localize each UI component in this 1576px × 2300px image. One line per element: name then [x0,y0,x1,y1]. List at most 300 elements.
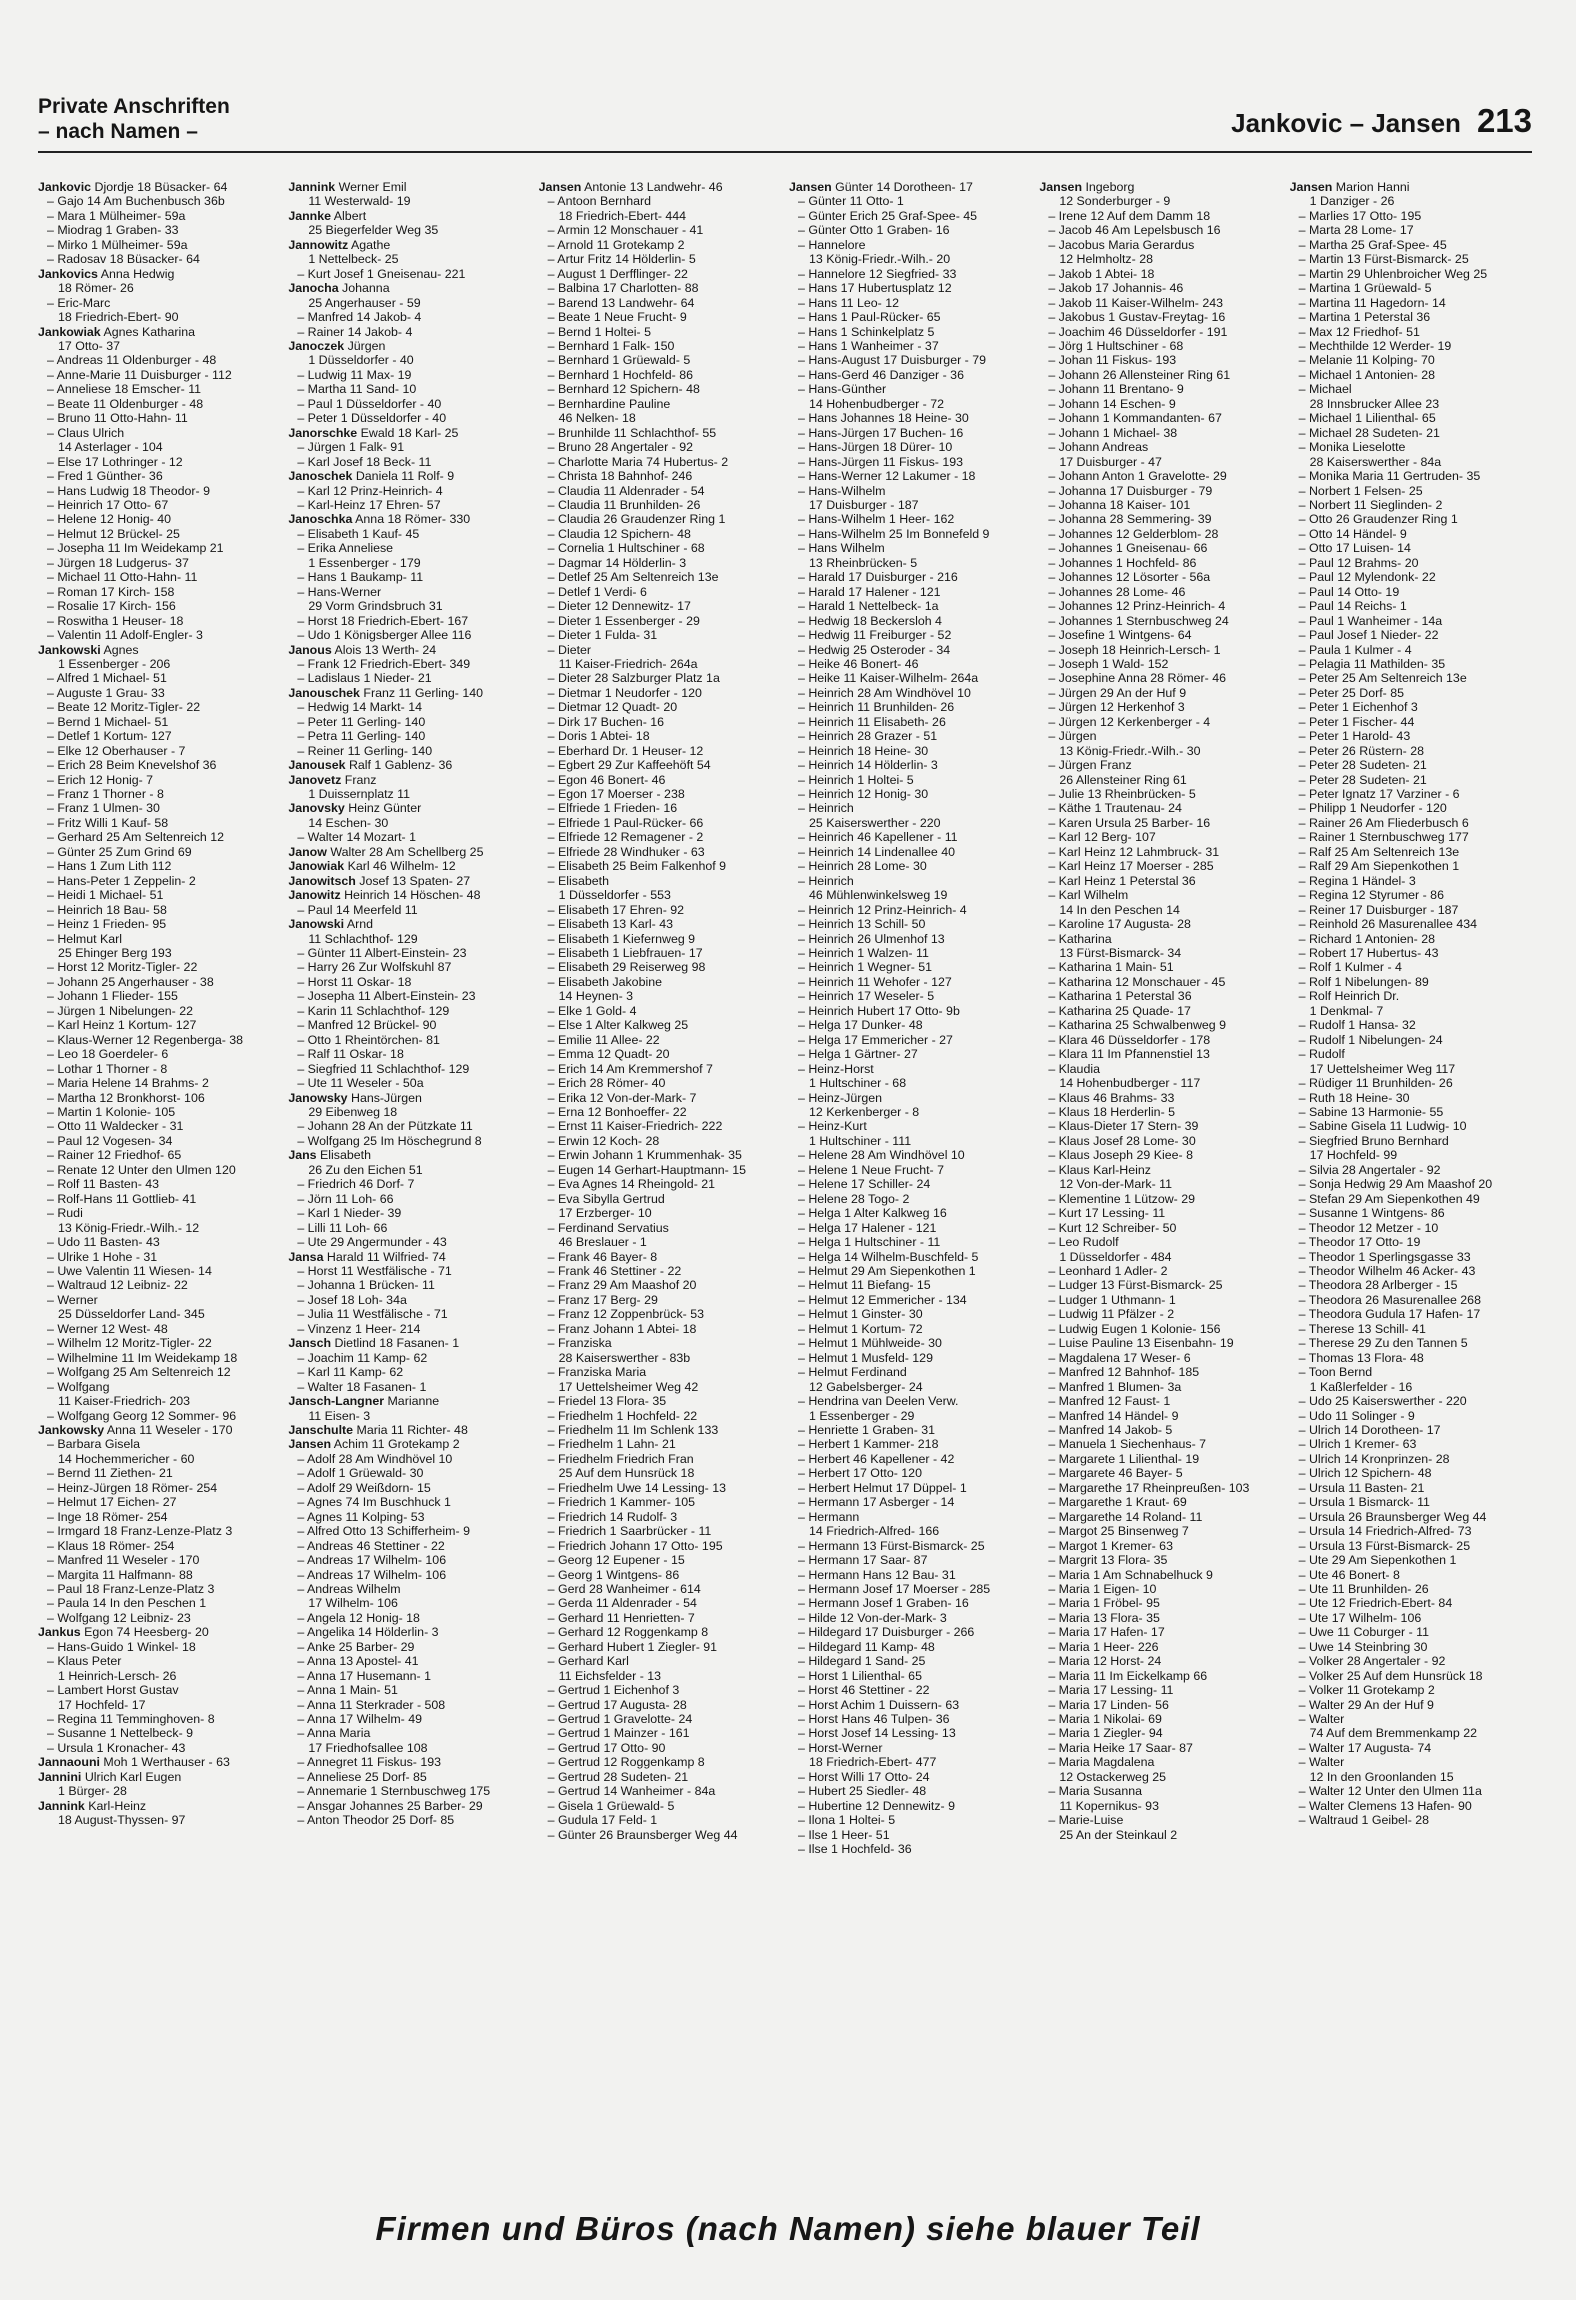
surname: Janow [288,844,327,859]
given-name-entry: – Jürgen 12 Kerkenberger - 4 [1048,714,1211,729]
surname-entry: Janowiak Karl 46 Wilhelm- 12 [288,859,456,874]
given-name-entry: – Andreas Wilhelm [297,1581,401,1596]
given-name-entry: – Peter 25 Am Seltenreich 13e [1298,671,1467,686]
given-name-entry: – Heinz-Jürgen 18 Römer- 254 [47,1480,218,1495]
surname: Janous [288,642,332,657]
surname-entry: Jankowski Agnes [38,642,139,657]
given-name-entry: – Hermann Josef 1 Graben- 16 [797,1596,969,1611]
directory-column [539,180,781,2173]
given-name-entry: – Bernhard 1 Grüewald- 5 [547,353,691,368]
address-continuation: 1 Düsseldorfer - 553 [558,888,671,903]
given-name-entry: – Käthe 1 Trautenau- 24 [1048,801,1182,816]
address-continuation: 18 Friedrich-Ebert- 444 [558,208,687,223]
given-name-entry: – Charlotte Maria 74 Hubertus- 2 [547,454,729,469]
given-name-entry: – Regina 11 Temminghoven- 8 [47,1712,215,1727]
given-name-entry: – Heinrich 11 Wehofer - 127 [797,974,952,989]
given-name-entry: – Franziska Maria [547,1365,647,1380]
address-continuation: 1 Essenberger - 179 [308,555,421,570]
given-name-entry: – Anna Maria [297,1726,371,1741]
given-name-entry: – Michael 1 Antonien- 28 [1298,367,1436,382]
address-continuation: 13 Fürst-Bismarck- 34 [1059,946,1182,961]
surname: Jansch-Langner [288,1394,385,1409]
given-name-entry: – Leonhard 1 Adler- 2 [1048,1263,1168,1278]
address-continuation: 25 An der Steinkaul 2 [1059,1827,1178,1842]
given-name-entry: – Heidi 1 Michael- 51 [47,888,164,903]
given-name-entry: – Norbert 1 Felsen- 25 [1298,483,1423,498]
address-continuation: 46 Breslauer - 1 [558,1235,647,1250]
address-continuation: 13 König-Friedr.-Wilh.- 30 [1059,743,1201,758]
given-name-entry: – Ilse 1 Heer- 51 [797,1827,890,1842]
surname-entry: Janowitsch Josef 13 Spaten- 27 [288,873,471,888]
given-name-entry: – Johann 26 Allensteiner Ring 61 [1048,367,1231,382]
given-name-entry: – Friedhelm 1 Lahn- 21 [547,1437,676,1452]
given-name-entry: – Reinhold 26 Masurenallee 434 [1298,917,1478,932]
given-name-entry: – Paul 1 Düsseldorfer - 40 [297,396,442,411]
address-continuation: 17 Friedhofsallee 108 [308,1740,428,1755]
given-name-entry: – Michael [1298,382,1352,397]
given-name-entry: – Annegret 11 Fiskus- 193 [297,1755,442,1770]
surname-entry: Jannke Albert [288,208,367,223]
given-name-entry: – Josepha 11 Im Weidekamp 21 [47,541,224,556]
given-name-entry: – Hans-August 17 Duisburger - 79 [797,353,987,368]
given-name-entry: – Theodor 1 Sperlingsgasse 33 [1298,1249,1471,1264]
given-name-entry: – Theodor Wilhelm 46 Acker- 43 [1298,1263,1476,1278]
given-name-entry: – Horst Hans 46 Tulpen- 36 [797,1712,950,1727]
given-name-entry: – Sonja Hedwig 29 Am Maashof 20 [1298,1177,1493,1192]
given-name-entry: – Helene 28 Togo- 2 [797,1191,910,1206]
given-name-entry: – Frank 46 Stettiner - 22 [547,1263,682,1278]
given-name-entry: – Helmut 17 Eichen- 27 [47,1495,177,1510]
given-name-entry: – Therese 13 Schill- 41 [1298,1321,1426,1336]
given-name-entry: – Hubertine 12 Dennewitz- 9 [797,1798,956,1813]
given-name-entry: – Elfriede 1 Frieden- 16 [547,801,678,816]
given-name-entry: – Johann 1 Flieder- 155 [47,989,178,1004]
address-continuation: 13 König-Friedr.-Wilh.- 12 [58,1220,200,1235]
given-name-entry: – Harald 17 Duisburger - 216 [797,570,958,585]
given-name-entry: – Emilie 11 Allee- 22 [547,1032,660,1047]
given-name-entry: – Gerhard 11 Henriettеn- 7 [547,1610,695,1625]
given-name-entry: – Detlef 1 Verdi- 6 [547,584,647,599]
given-name-entry: – Maria 1 Am Schnabelhuck 9 [1048,1567,1213,1582]
address-continuation: 14 Asterlager - 104 [58,440,163,455]
given-name-entry: – Emma 12 Quadt- 20 [547,1047,670,1062]
given-name-entry: – Irmgard 18 Franz-Lenze-Platz 3 [47,1524,233,1539]
given-name-entry: – Heinrich 18 Heine- 30 [797,743,929,758]
given-name-entry: – Karl Heinz 1 Peterstal 36 [1048,873,1196,888]
surname: Jansen [1289,180,1333,194]
address-continuation: 26 Zu den Eichen 51 [308,1162,423,1177]
address-continuation: 12 Helmholtz- 28 [1059,252,1153,267]
given-name-entry: – Walter 18 Fasanen- 1 [297,1379,427,1394]
address-continuation: 17 Uettelsheimer Weg 117 [1309,1061,1456,1076]
given-name-entry: – Ursula 1 Bismarck- 11 [1298,1495,1430,1510]
given-name-entry: – Cornelia 1 Hultschiner - 68 [547,541,705,556]
surname: Janowitz [288,888,341,903]
given-name-entry: – Elke 12 Oberhauser - 7 [47,743,186,758]
address-continuation: 18 August-Thyssen- 97 [58,1813,186,1828]
given-name-entry: – Hans-Wilhelm 1 Heer- 162 [797,512,955,527]
given-name-entry: – Klaus Peter [47,1654,122,1669]
given-name-entry: – Martina 11 Hagedorn- 14 [1298,295,1446,310]
given-name-entry: – Horst Achim 1 Duissern- 63 [797,1697,960,1712]
surname-entry: Jansen Günter 14 Dorotheen- 17 [788,180,973,194]
given-name-entry: – Philipp 1 Neudorfer - 120 [1298,801,1447,816]
page-number: 213 [1476,102,1532,139]
given-name-entry: – Valentin 11 Adolf-Engler- 3 [47,628,203,643]
given-name-entry: – Jürgen 12 Herkenhof 3 [1048,700,1185,715]
given-name-entry: – Anton Theodor 25 Dorf- 85 [297,1813,455,1828]
section-subtitle: – nach Namen – [38,120,198,143]
given-name-entry: – Johannes 1 Hochfeld- 86 [1048,555,1197,570]
given-name-entry: – Helga 17 Halener - 121 [797,1220,937,1235]
given-name-entry: – Antoon Bernhard [547,194,651,209]
given-name-entry: – Ludwig 11 Max- 19 [297,367,412,382]
given-name-entry: – Hilde 12 Von-der-Mark- 3 [797,1610,947,1625]
given-name-entry: – Heinrich 17 Otto- 67 [47,497,169,512]
given-name-entry: – Friedrich 1 Kammer- 105 [547,1495,696,1510]
surname: Jankovics [38,266,98,281]
surname-entry: Jansen Antonie 13 Landwehr- 46 [538,180,723,194]
given-name-entry: – Maria 12 Horst- 24 [1048,1654,1162,1669]
given-name-entry: – Hermann [797,1509,860,1524]
given-name-entry: – Anneliese 25 Dorf- 85 [297,1769,427,1784]
given-name-entry: – Ralf 11 Oskar- 18 [297,1047,404,1062]
given-name-entry: – Hans-Wilhelm 25 Im Bonnefeld 9 [797,526,990,541]
given-name-entry: – Klaus 46 Brahms- 33 [1048,1090,1175,1105]
address-continuation: 1 Düsseldorfer - 484 [1059,1249,1172,1264]
given-name-entry: – Rolf 11 Basten- 43 [47,1177,160,1192]
given-name-entry: – Martina 1 Peterstal 36 [1298,310,1431,325]
surname-entry: Janschulte Maria 11 Richter- 48 [288,1422,468,1437]
given-name-entry: – Ludger 13 Fürst-Bismarck- 25 [1048,1278,1223,1293]
given-name-entry: – Jürgen 1 Falk- 91 [297,440,405,455]
given-name-entry: – Klementine 1 Lützow- 29 [1048,1191,1196,1206]
given-name-entry: – Johanna 18 Kaiser- 101 [1048,497,1191,512]
given-name-entry: – Kurt Josef 1 Gneisenau- 221 [297,266,466,281]
given-name-entry: – Hans-Jürgen 18 Dürer- 10 [797,440,953,455]
given-name-entry: – Heinrich 13 Schill- 50 [797,917,926,932]
given-name-entry: – Helga 1 Hultschiner - 11 [797,1235,941,1250]
given-name-entry: – Sabine 13 Harmonie- 55 [1298,1105,1444,1119]
surname: Jannink [38,1798,85,1813]
given-name-entry: – Karl Heinz 12 Lahmbruck- 31 [1048,844,1220,859]
given-name-entry: – Helene 28 Am Windhövel 10 [797,1148,965,1163]
given-name-entry: – Jürgen 29 An der Huf 9 [1048,685,1187,700]
given-name-entry: – Gertrud 1 Eichenhof 3 [547,1683,680,1698]
address-continuation: 17 Otto- 37 [58,338,120,353]
given-name-entry: – Hans Wilhelm [797,541,885,556]
given-name-entry: – Heinrich 17 Weseler- 5 [797,989,935,1004]
given-name-entry: – Elke 1 Gold- 4 [547,1003,637,1018]
address-continuation: 1 Nettelbeck- 25 [308,252,399,267]
given-name-entry: – Miodrag 1 Graben- 33 [47,223,179,238]
given-name-entry: – Karl-Heinz 17 Ehren- 57 [297,497,441,512]
given-name-entry: – Katharina 12 Monschauer - 45 [1048,974,1226,989]
given-name-entry: – Heike 11 Kaiser-Wilhelm- 264a [797,671,979,686]
given-name-entry: – Margarete 46 Bayer- 5 [1048,1466,1183,1481]
given-name-entry: – Ansgar Johannes 25 Barber- 29 [297,1798,483,1813]
given-name-entry: – Fritz Willi 1 Kauf- 58 [47,815,169,830]
given-name-entry: – Angela 12 Honig- 18 [297,1610,420,1625]
given-name-entry: – Ulrich 1 Kremer- 63 [1298,1437,1417,1452]
given-name-entry: – Otto 1 Rheintörchen- 81 [297,1032,440,1047]
given-name-entry: – Detlef 1 Kortum- 127 [47,729,172,744]
given-name-entry: – Franz 1 Ulmen- 30 [47,801,160,816]
given-name-entry: – Bruno 11 Otto-Hahn- 11 [47,411,188,426]
given-name-entry: – Helga 1 Gärtner- 27 [797,1047,918,1062]
given-name-entry: – Klaus Josef 28 Lome- 30 [1048,1133,1196,1148]
given-name-entry: – Paul 14 Reichs- 1 [1298,599,1407,614]
given-name-entry: – Regina 1 Händel- 3 [1298,873,1416,888]
given-name-entry: – Joachim 11 Kamp- 62 [297,1350,428,1365]
given-name-entry: – Heinz-Kurt [797,1119,867,1134]
given-name-entry: – Theodor 17 Otto- 19 [1298,1235,1421,1250]
given-name-entry: – Katharina 1 Main- 51 [1048,960,1174,975]
given-name-entry: – Fred 1 Günther- 36 [47,469,163,484]
given-name-entry: – Helmut 1 Kortum- 72 [797,1321,923,1336]
given-name-entry: – Elfriede 28 Windhuker - 63 [547,844,705,859]
given-name-entry: – Angelika 14 Hölderlin- 3 [297,1625,439,1640]
surname: Jansen [288,1437,332,1452]
given-name-entry: – Paul 1 Wanheimer - 14a [1298,613,1443,628]
address-continuation: 26 Allensteiner Ring 61 [1059,772,1187,787]
given-name-entry: – Agnes 11 Kolping- 53 [297,1509,425,1524]
given-name-entry: – Else 17 Lothringer - 12 [47,454,183,469]
given-name-entry: – Paul 14 Otto- 19 [1298,584,1400,599]
given-name-entry: – Frank 12 Friedrich-Ebert- 349 [297,656,471,671]
given-name-entry: – Paul 12 Mylendonk- 22 [1298,570,1436,585]
given-name-entry: – Heinrich 26 Ulmenhof 13 [797,931,945,946]
given-name-entry: – Ute 12 Friedrich-Ebert- 84 [1298,1596,1453,1611]
given-name-entry: – Agnes 74 Im Buschhuck 1 [297,1495,451,1510]
given-name-entry: – Ute 46 Bonert- 8 [1298,1567,1400,1582]
given-name-entry: – Ernst 11 Kaiser-Friedrich- 222 [547,1119,723,1134]
given-name-entry: – Mechthilde 12 Werder- 19 [1298,338,1452,353]
given-name-entry: – Stefan 29 Am Siepenkothen 49 [1298,1191,1480,1206]
section-heading [38,94,230,144]
given-name-entry: – Johannes 12 Gelderblom- 28 [1048,526,1219,541]
given-name-entry: – Armin 12 Monschauer - 41 [547,223,704,238]
given-name-entry: – Adolf 1 Grüewald- 30 [297,1466,424,1481]
given-name-entry: – Heinrich 28 Am Windhövel 10 [797,685,971,700]
given-name-entry: – Anna 17 Husemann- 1 [297,1668,431,1683]
given-name-entry: – Dietmar 12 Quadt- 20 [547,700,678,715]
given-name-entry: – Maria 1 Fröbel- 95 [1048,1596,1160,1611]
given-name-entry: – Elisabeth 17 Ehren- 92 [547,902,685,917]
given-name-entry: – Arnold 11 Grotekamp 2 [547,237,685,252]
given-name-entry: – Werner 12 West- 48 [47,1321,168,1336]
given-name-entry: – Ursula 11 Basten- 21 [1298,1480,1425,1495]
given-name-entry: – Horst-Werner [797,1740,883,1755]
given-name-entry: – Egon 17 Moerser - 238 [547,787,685,802]
given-name-entry: – Waltraud 12 Leibniz- 22 [47,1278,188,1293]
surname-entry: Janowitz Heinrich 14 Höschen- 48 [288,888,481,903]
given-name-entry: – Theodora Gudula 17 Hafen- 17 [1298,1307,1481,1322]
given-name-entry: – Uwe 11 Coburger - 11 [1298,1625,1430,1640]
given-name-entry: – Ladislaus 1 Nieder- 21 [297,671,432,686]
surname: Jankowsky [38,1422,105,1437]
given-name-entry: – Hermann 13 Fürst-Bismarck- 25 [797,1538,985,1553]
given-name-entry: – Elfriede 12 Remagener - 2 [547,830,704,845]
given-name-entry: – Dieter 1 Fulda- 31 [547,628,658,643]
given-name-entry: – Maria Helene 14 Brahms- 2 [47,1076,209,1091]
given-name-entry: – Maria 1 Ziegler- 94 [1048,1726,1163,1741]
given-name-entry: – Johann 11 Brentano- 9 [1048,382,1184,397]
address-continuation: 1 Hultschiner - 68 [808,1076,907,1091]
address-continuation: 12 Von-der-Mark- 11 [1059,1177,1173,1192]
given-name-entry: – Beate 12 Moritz-Tigler- 22 [47,700,201,715]
given-name-entry: – Elisabeth 1 Kauf- 45 [297,526,420,541]
surname: Jansa [288,1249,324,1264]
given-name-entry: – Anneliese 18 Emscher- 11 [47,382,202,397]
given-name-entry: – Helene 1 Neue Frucht- 7 [797,1162,944,1177]
surname: Jannowitz [288,237,349,252]
given-name-entry: – Hendrina van Deelen Verw. [797,1394,959,1409]
given-name-entry: – Annemarie 1 Sternbuschweg 175 [297,1784,491,1799]
given-name-entry: – Alfred Otto 13 Schifferheim- 9 [297,1524,470,1539]
address-continuation: 17 Hochfeld- 17 [58,1697,146,1712]
given-name-entry: – Manfred 14 Jakob- 4 [297,310,422,325]
given-name-entry: – Rosalie 17 Kirch- 156 [47,599,176,614]
address-continuation: 29 Vorm Grindsbruch 31 [308,599,443,614]
address-continuation: 14 Hochemmericher - 60 [58,1451,195,1466]
given-name-entry: – Udo 1 Königsberger Allee 116 [297,628,472,643]
given-name-entry: – Susanne 1 Nettelbeck- 9 [47,1726,194,1741]
given-name-entry: – Adolf 28 Am Windhövel 10 [297,1451,453,1466]
address-continuation: 28 Kaiserswerther - 84a [1309,454,1442,469]
given-name-entry: – Volker 11 Grotekamp 2 [1298,1683,1435,1698]
surname: Jannaouni [38,1755,100,1770]
given-name-entry: – Gudula 17 Feld- 1 [547,1813,658,1828]
given-name-entry: – Karl Heinz 17 Moerser - 285 [1048,859,1214,874]
given-name-entry: – Else 1 Alter Kalkweg 25 [547,1018,689,1033]
given-name-entry: – Theodora 28 Arlberger - 15 [1298,1278,1458,1293]
given-name-entry: – Franz 17 Berg- 29 [547,1292,658,1307]
given-name-entry: – Joachim 46 Düsseldorfer - 191 [1048,324,1228,339]
surname: Jannke [288,208,332,223]
given-name-entry: – Rüdiger 11 Brunhilden- 26 [1298,1076,1453,1091]
given-name-entry: – Karl 12 Prinz-Heinrich- 4 [297,483,443,498]
address-continuation: 18 Friedrich-Ebert- 90 [58,310,179,325]
given-name-entry: – Thomas 13 Flora- 48 [1298,1350,1424,1365]
surname: Janovetz [288,772,342,787]
surname-entry: Jannink Werner Emil [288,180,407,194]
given-name-entry: – Doris 1 Abtei- 18 [547,729,650,744]
directory-column [288,180,530,2173]
given-name-entry: – Therese 29 Zu den Tannen 5 [1298,1336,1468,1351]
given-name-entry: – Bernhard 1 Falk- 150 [547,338,675,353]
given-name-entry: – Klara 11 Im Pfannenstiel 13 [1048,1047,1210,1062]
given-name-entry: – Michael 1 Lilienthal- 65 [1298,411,1436,426]
given-name-entry: – Maria 17 Lessing- 11 [1048,1683,1174,1698]
given-name-entry: – Gertrud 14 Wanheimer - 84a [547,1784,716,1799]
section-title: Private Anschriften [38,95,230,118]
surname-entry: Janocha Johanna [288,281,390,296]
surname-entry: Jannink Karl-Heinz [38,1798,147,1813]
given-name-entry: – Josefine 1 Wintgens- 64 [1048,628,1192,643]
given-name-entry: – Wolfgang Georg 12 Sommer- 96 [47,1408,237,1423]
given-name-entry: – Ursula 26 Braunsberger Weg 44 [1298,1509,1487,1524]
given-name-entry: – Detlef 25 Am Seltenreich 13e [547,570,719,585]
given-name-entry: – Jürgen [1048,729,1097,744]
given-name-entry: – Magdalena 17 Weser- 6 [1048,1350,1191,1365]
given-name-entry: – Ulrike 1 Hohe - 31 [47,1249,158,1264]
surname: Jankowski [38,642,101,657]
given-name-entry: – Heinrich 1 Walzen- 11 [797,946,929,961]
given-name-entry: – Klaus 18 Römer- 254 [47,1538,175,1553]
given-name-entry: – Friedhelm Friedrich Fran [547,1451,694,1466]
surname-entry: Janouschek Franz 11 Gerling- 140 [288,685,483,700]
given-name-entry: – Gisela 1 Grüewald- 5 [547,1798,675,1813]
given-name-entry: – Elisabeth 25 Beim Falkenhof 9 [547,859,727,874]
given-name-entry: – Hans-Wilhelm [797,483,886,498]
given-name-entry: – Hans Ludwig 18 Theodor- 9 [47,483,211,498]
given-name-entry: – Udo 25 Kaiserswerther - 220 [1298,1394,1467,1409]
given-name-entry: – Luise Pauline 13 Eisenbahn- 19 [1048,1336,1234,1351]
surname-entry: Jankovics Anna Hedwig [38,266,175,281]
given-name-entry: – Bernd 1 Holtei- 5 [547,324,651,339]
given-name-entry: – Günter 25 Zum Grind 69 [47,844,192,859]
given-name-entry: – Auguste 1 Grau- 33 [47,685,165,700]
given-name-entry: – Hans-Jürgen 17 Buchen- 16 [797,425,964,440]
given-name-entry: – Helene 12 Honig- 40 [47,512,171,527]
given-name-entry: – Roman 17 Kirch- 158 [47,584,175,599]
given-name-entry: – Adolf 29 Weißdorn- 15 [297,1480,431,1495]
surname: Jankus [38,1625,81,1640]
given-name-entry: – Hedwig 25 Osteroder - 34 [797,642,951,657]
given-name-entry: – Julia 11 Westfälische - 71 [297,1307,448,1322]
surname-entry: Jansen Ingeborg [1039,180,1135,194]
surname-entry: Jankowiak Agnes Katharina [38,324,196,339]
given-name-entry: – Jürgen Franz [1048,758,1132,773]
surname-entry: Janorschke Ewald 18 Karl- 25 [288,425,459,440]
given-name-entry: – Wilhelm 12 Moritz-Tigler- 22 [47,1336,212,1351]
address-continuation: 11 Westerwald- 19 [308,194,411,209]
given-name-entry: – Ute 17 Wilhelm- 106 [1298,1610,1422,1625]
address-continuation: 1 Essenberger - 29 [808,1408,915,1423]
given-name-entry: – Mara 1 Mülheimer- 59a [47,208,186,223]
given-name-entry: – Dieter [547,642,592,657]
given-name-entry: – Ursula 1 Kronacher- 43 [47,1740,186,1755]
given-name-entry: – Hans Johannes 18 Heine- 30 [797,411,969,426]
surname-entry: Janoczek Jürgen [288,338,386,353]
given-name-entry: – Eberhard Dr. 1 Heuser- 12 [547,743,704,758]
given-name-entry: – Heinrich 14 Hölderlin- 3 [797,758,938,773]
address-continuation: 74 Auf dem Bremmenkamp 22 [1309,1726,1477,1741]
given-name-entry: – Johanna 28 Semmering- 39 [1048,512,1212,527]
given-name-entry: – Rolf-Hans 11 Gottlieb- 41 [47,1191,197,1206]
given-name-entry: – Peter 28 Sudeten- 21 [1298,772,1427,787]
given-name-entry: – Gerda 11 Aldenrader - 54 [547,1596,697,1611]
given-name-entry: – Friedhelm 11 Im Schlenk 133 [547,1422,719,1437]
given-name-entry: – Jakob 1 Abtei- 18 [1048,266,1155,281]
given-name-entry: – Dieter 28 Salzburger Platz 1a [547,671,720,686]
given-name-entry: – Anna 17 Wilhelm- 49 [297,1712,422,1727]
given-name-entry: – Anna 1 Main- 51 [297,1683,398,1698]
given-name-entry: – Martin 29 Uhlenbroicher Weg 25 [1298,266,1488,281]
given-name-entry: – Regina 12 Styrumer - 86 [1298,888,1444,903]
given-name-entry: – Elisabeth Jakobine [547,974,663,989]
surname-entry: Jansa Harald 11 Wilfried- 74 [288,1249,446,1264]
given-name-entry: – Margarete 1 Lilienthal- 19 [1048,1451,1200,1466]
given-name-entry: – Sabine Gisela 11 Ludwig- 10 [1298,1119,1467,1134]
given-name-entry: – Maria 17 Linden- 56 [1048,1697,1169,1712]
given-name-entry: – Elisabeth 1 Liebfrauen- 17 [547,946,703,961]
directory-columns [38,180,1532,2173]
given-name-entry: – Ulrich 14 Dorotheen- 17 [1298,1422,1441,1437]
given-name-entry: – Karl 1 Nieder- 39 [297,1206,402,1221]
given-name-entry: – Elisabeth 29 Reiserweg 98 [547,960,706,975]
